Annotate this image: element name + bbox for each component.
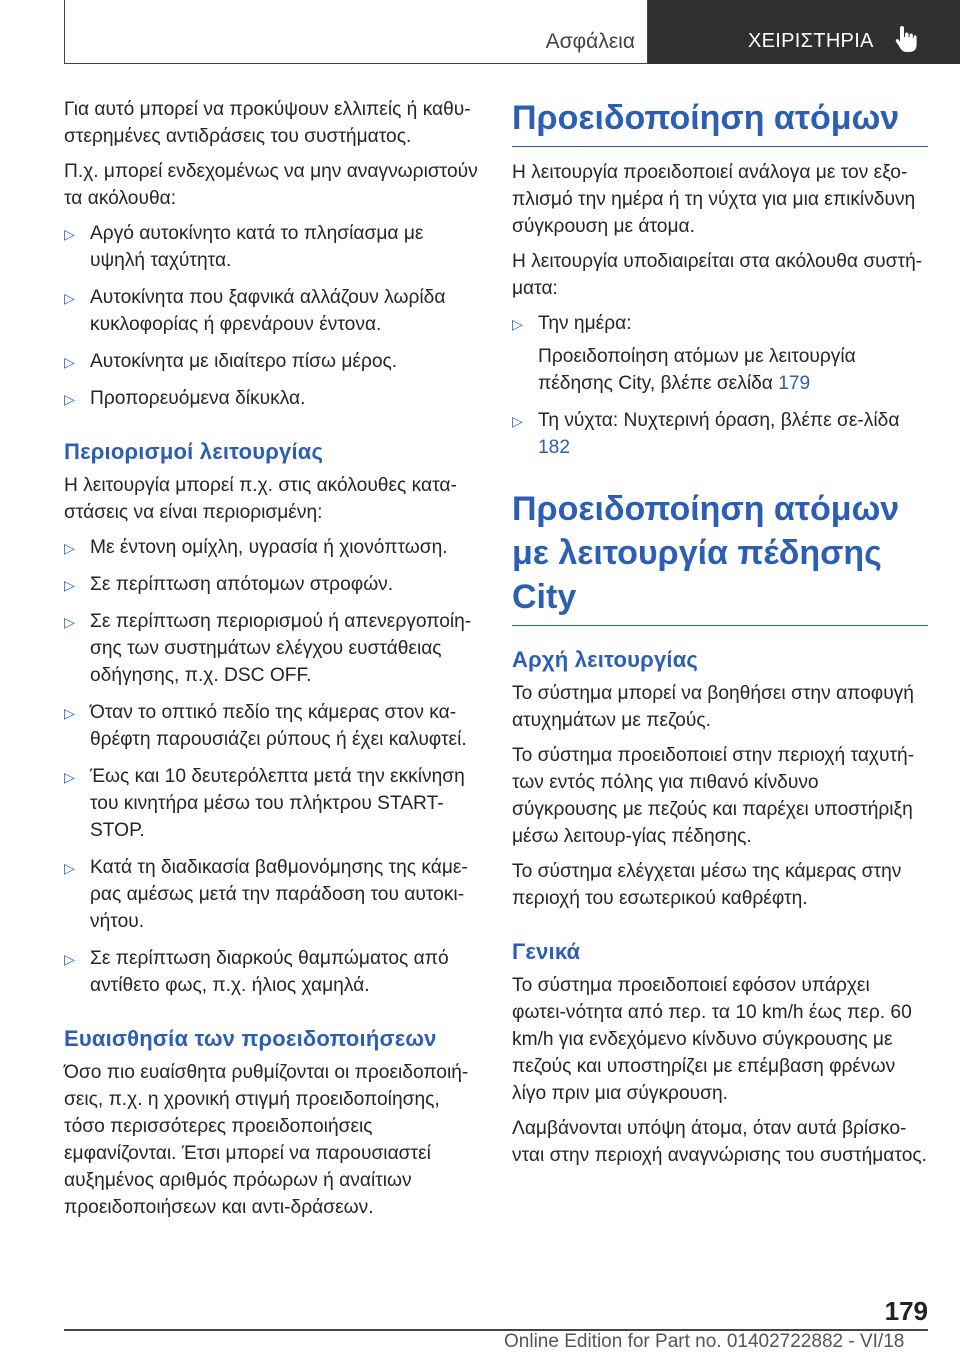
- triangle-bullet-icon: ▷: [64, 577, 75, 593]
- triangle-bullet-icon: ▷: [64, 769, 75, 785]
- title-person-warning: Προειδοποίηση ατόμων: [512, 96, 928, 147]
- page-link-179[interactable]: 179: [778, 373, 811, 394]
- paragraph: Η λειτουργία προειδοποιεί ανάλογα με τον εξο-πλισμό την ημέρα ή τη νύχτα για μια επικίνδυνη σύγκρουση με άτομα.: [512, 162, 916, 237]
- list-item: ▷ Αργό αυτοκίνητο κατά το πλησίασμα με υψηλή ταχύτητα.: [64, 223, 424, 271]
- hand-pointer-icon: [893, 24, 921, 54]
- list-item: ▷ Με έντονη ομίχλη, υγρασία ή χιονόπτωση.: [64, 534, 480, 561]
- triangle-bullet-icon: ▷: [64, 860, 75, 876]
- list-item: ▷ Σε περίπτωση απότομων στροφών.: [64, 571, 480, 598]
- triangle-bullet-icon: ▷: [64, 290, 75, 306]
- systems-list: [512, 310, 928, 461]
- triangle-bullet-icon: ▷: [64, 705, 75, 721]
- paragraph: Η λειτουργία υποδιαιρείται στα ακόλουθα συστή-ματα:: [512, 251, 923, 299]
- page-link-182[interactable]: 182: [538, 437, 571, 458]
- list-item: ▷ Προπορευόμενα δίκυκλα.: [64, 385, 480, 412]
- section-tab: [64, 0, 648, 64]
- paragraph: Για αυτό μπορεί να προκύψουν ελλιπείς ή καθυ-στερημένες αντιδράσεις του συστήματος.: [64, 99, 471, 147]
- list-item: ▷ Την ημέρα: Προειδοποίηση ατόμων με λειτουργία πέδησης City, βλέπε σελίδα 179: [512, 310, 928, 397]
- manual-tab[interactable]: [648, 0, 960, 64]
- list-item: ▷ Όταν το οπτικό πεδίο της κάμερας στον κα-θρέφτη παρουσιάζει ρύπους ή έχει καλυφτεί.: [64, 702, 467, 750]
- paragraph: Το σύστημα προειδοποιεί εφόσον υπάρχει φωτει-νότητα από περ. τα 10 km/h έως περ. 60 km/h για ενδεχόμενο κίνδυνο σύγκρουσης με πεζούς και υποστηρίζει με επέμβαση φρένων λίγο πριν μια σύγκρουση.: [512, 975, 912, 1104]
- paragraph: Π.χ. μπορεί ενδεχομένως να μην αναγνωριστούν τα ακόλουθα:: [64, 161, 478, 209]
- triangle-bullet-icon: ▷: [64, 391, 75, 407]
- triangle-bullet-icon: ▷: [64, 614, 75, 630]
- list-item: ▷ Αυτοκίνητα που ξαφνικά αλλάζουν λωρίδα κυκλοφορίας ή φρενάρουν έντονα.: [64, 287, 446, 335]
- paragraph: Το σύστημα προειδοποιεί στην περιοχή ταχυτή-των εντός πόλης για πιθανό κίνδυνο σύγκρουσης με πεζούς και παρέχει υποστήριξη μέσω λειτουρ-γίας πέδησης.: [512, 745, 915, 847]
- manual-tab-label: ΧΕΙΡΙΣΤΗΡΙΑ: [748, 30, 874, 52]
- paragraph: Λαμβάνονται υπόψη άτομα, όταν αυτά βρίσκο-νται στην περιοχή αναγνώρισης του συστήματος.: [512, 1118, 927, 1166]
- list-item: ▷ Κατά τη διαδικασία βαθμονόμησης της κάμε-ρας αμέσως μετά την παράδοση του αυτοκι-νήτου.: [64, 857, 468, 932]
- triangle-bullet-icon: ▷: [64, 540, 75, 556]
- list-item: ▷ Τη νύχτα: Νυχτερινή όραση, βλέπε σε-λίδα 182: [512, 410, 900, 458]
- triangle-bullet-icon: ▷: [64, 354, 75, 370]
- paragraph: Όσο πιο ευαίσθητα ρυθμίζονται οι προειδοποιή-σεις, π.χ. η χρονική στιγμή προειδοποίησης, τόσο περισσότερες προειδοποιήσεις εμφανίζονται. Έτσι μπορεί να παρουσιαστεί αυξημένος αριθμός πρόωρων ή αναίτιων προειδοποιήσεων και αντι-δράσεων.: [64, 1062, 469, 1218]
- paragraph: Η λειτουργία μπορεί π.χ. στις ακόλουθες κατα-στάσεις να είναι περιορισμένη:: [64, 475, 457, 523]
- section-tab-label: Ασφάλεια: [545, 30, 635, 53]
- right-column: [512, 96, 928, 1177]
- list-item-detail: Προειδοποίηση ατόμων με λειτουργία πέδησης City, βλέπε σελίδα 179: [538, 346, 856, 394]
- title-person-warning-city-braking: Προειδοποίηση ατόμων με λειτουργία πέδησης City: [512, 487, 928, 626]
- triangle-bullet-icon: ▷: [512, 413, 523, 429]
- undetected-list: [64, 220, 480, 412]
- list-item: ▷ Σε περίπτωση περιορισμού ή απενεργοποίη-σης των συστημάτων ελέγχου ευστάθειας οδήγησης, π.χ. DSC OFF.: [64, 611, 472, 686]
- limits-list: [64, 534, 480, 999]
- list-item: ▷ Αυτοκίνητα με ιδιαίτερο πίσω μέρος.: [64, 348, 480, 375]
- paragraph: Το σύστημα ελέγχεται μέσω της κάμερας στην περιοχή του εσωτερικού καθρέφτη.: [512, 861, 902, 909]
- triangle-bullet-icon: ▷: [64, 226, 75, 242]
- edition-note: Online Edition for Part no. 01402722882 - VI/18: [504, 1331, 905, 1352]
- paragraph: Το σύστημα μπορεί να βοηθήσει στην αποφυγή ατυχημάτων με πεζούς.: [512, 683, 914, 731]
- triangle-bullet-icon: ▷: [512, 316, 523, 332]
- list-item: ▷ Έως και 10 δευτερόλεπτα μετά την εκκίνηση του κινητήρα μέσω του πλήκτρου START-STOP.: [64, 766, 465, 841]
- page-number: 179: [884, 1296, 928, 1326]
- heading-general: Γενικά: [512, 939, 581, 964]
- list-item: ▷ Σε περίπτωση διαρκούς θαμπώματος από αντίθετο φως, π.χ. ήλιος χαμηλά.: [64, 948, 449, 996]
- heading-warning-sensitivity: Ευαισθησία των προειδοποιήσεων: [64, 1026, 437, 1051]
- heading-operating-principle: Αρχή λειτουργίας: [512, 647, 699, 672]
- triangle-bullet-icon: ▷: [64, 951, 75, 967]
- left-column: [64, 96, 480, 1229]
- heading-function-limits: Περιορισμοί λειτουργίας: [64, 439, 324, 464]
